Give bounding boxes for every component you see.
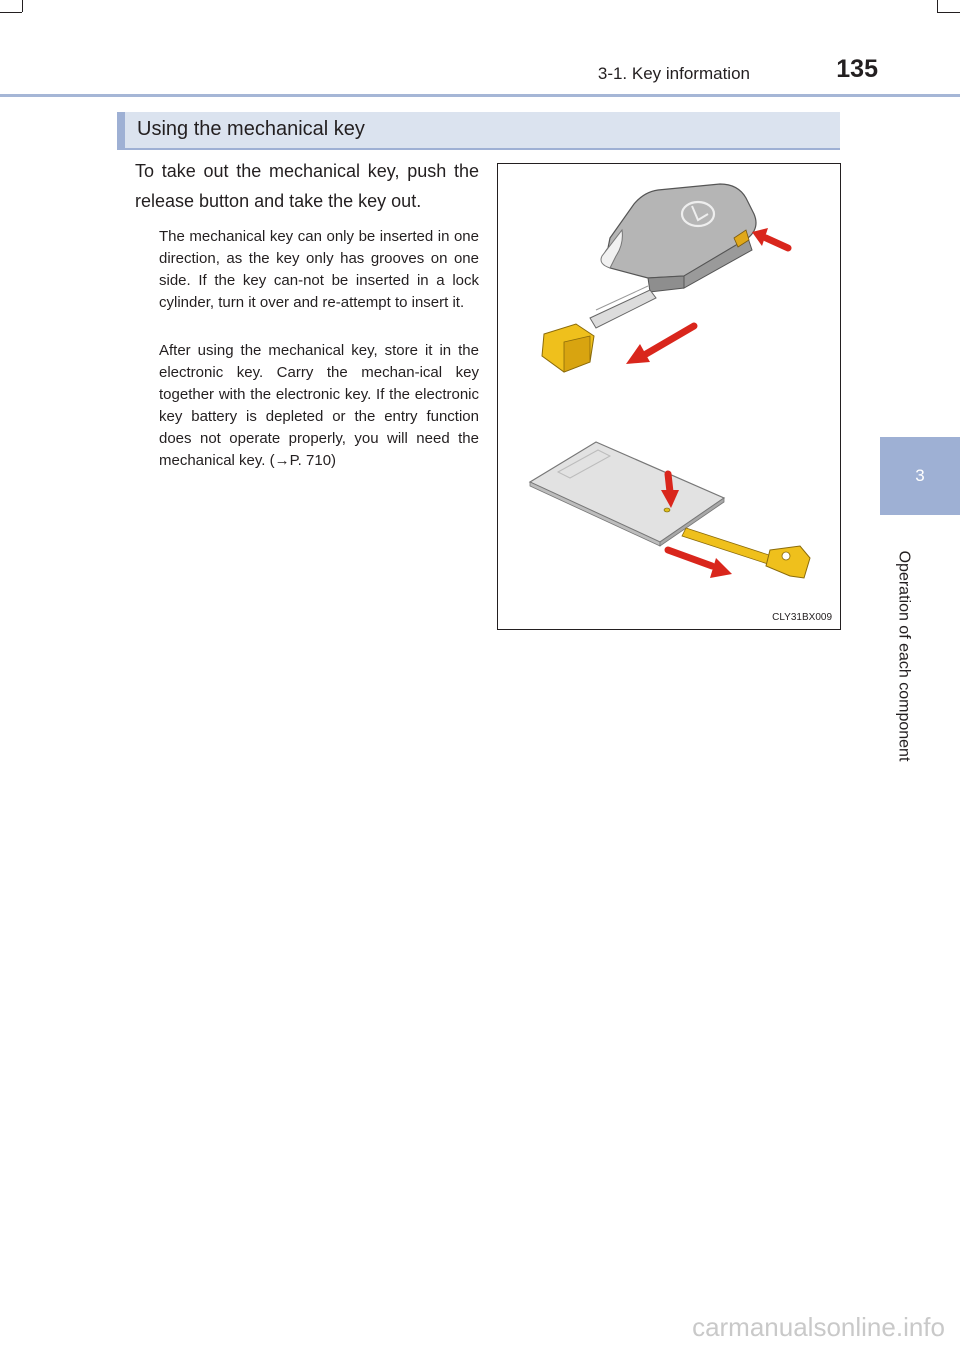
- page-number: 135: [836, 55, 878, 83]
- figure-code: CLY31BX009: [772, 612, 832, 623]
- chapter-tab: [880, 437, 960, 515]
- header-rule: [0, 94, 960, 97]
- arrow-slide-out-icon: [668, 550, 732, 578]
- crop-mark-top-left-h: [0, 12, 22, 13]
- card-key: [530, 442, 724, 546]
- lead-paragraph: To take out the mechanical key, push the release button and take the key out.: [135, 161, 479, 211]
- arrow-push-release-icon: [752, 228, 788, 248]
- note-paragraph: The mechanical key can only be inserted in one direction, as the key only has grooves on one side. If the key can-not be inserted in a lock cylinder, turn it over and re-attempt to insert it.: [159, 228, 479, 311]
- key-illustration-drawing: [498, 164, 842, 631]
- arrow-take-out-icon: [626, 326, 694, 364]
- key-illustration: [497, 163, 841, 630]
- crop-mark-top-left-v: [22, 0, 23, 12]
- running-header-section: 3-1. Key information: [597, 64, 750, 83]
- crop-mark-top-right-h: [937, 12, 960, 13]
- chapter-title: Operation of each component: [895, 550, 912, 762]
- card-mechanical-key: [682, 528, 810, 578]
- note-paragraph: After using the mechanical key, store it in the electronic key. Carry the mechan-ical key together with the electronic key. If the electronic key battery is depleted or the entry function does not operate properly, you will need the mechanical key. (→P. 710): [159, 342, 479, 469]
- section-heading: Using the mechanical key: [137, 118, 365, 140]
- chapter-title-vertical: [880, 526, 926, 786]
- chapter-number: 3: [915, 466, 925, 485]
- crop-mark-top-right-v: [937, 0, 938, 12]
- watermark: carmanualsonline.info: [692, 1312, 945, 1342]
- section-heading-bar: [117, 112, 840, 148]
- smart-key-fob: [601, 184, 756, 292]
- section-heading-rule: [117, 148, 840, 150]
